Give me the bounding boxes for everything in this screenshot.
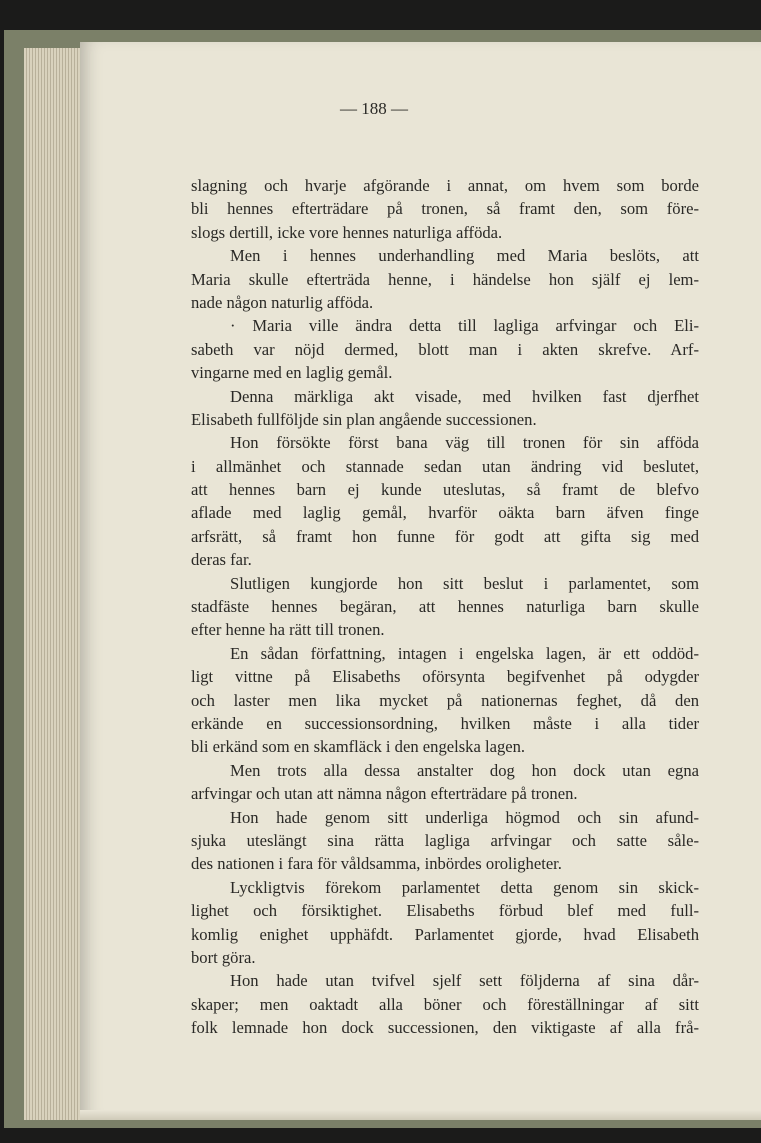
text-line: bort göra. <box>191 947 256 967</box>
body-text <box>191 174 699 1039</box>
text-line: slogs dertill, icke vore hennes naturliga afföda. <box>191 222 503 242</box>
text-line: efter henne ha rätt till tronen. <box>191 620 385 640</box>
text-line: · Maria ville ändra detta till lagliga arfvingar och Eli- <box>230 316 699 336</box>
text-line: Men trots alla dessa anstalter dog hon dock utan egna <box>230 760 699 780</box>
text-line: deras far. <box>191 550 252 570</box>
text-line: och laster men lika mycket på nationernas feghet, då den <box>191 690 699 710</box>
text-line: lighet och försiktighet. Elisabeths förbud blef med full- <box>191 901 699 921</box>
text-line: nade någon naturlig afföda. <box>191 292 374 312</box>
text-line: i allmänhet och stannade sedan utan ändring vid beslutet, <box>191 456 699 476</box>
text-line: aflade med laglig gemål, hvarför oäkta barn äfven finge <box>191 503 699 523</box>
text-line: Hon försökte först bana väg till tronen för sin afföda <box>230 433 699 453</box>
text-line: des nationen i fara för våldsamma, inbördes oroligheter. <box>191 854 562 874</box>
page-edges <box>24 48 84 1120</box>
page-number: — 188 — <box>340 99 408 118</box>
text-line: slagning och hvarje afgörande i annat, om hvem som borde <box>191 176 699 195</box>
text-line: sabeth var nöjd dermed, blott man i akten skrefve. Arf- <box>191 339 699 359</box>
text-line: arfvingar och utan att nämna någon efterträdare på tronen. <box>191 784 578 804</box>
text-line: erkände en successionsordning, hvilken måste i alla tider <box>191 713 699 733</box>
text-line: att hennes barn ej kunde uteslutas, så framt de blefvo <box>191 480 699 500</box>
text-line: bli erkänd som en skamfläck i den engelska lagen. <box>191 737 526 757</box>
text-line: Hon hade utan tvifvel sjelf sett följderna af sina dår- <box>230 971 699 991</box>
text-line: Men i hennes underhandling med Maria beslöts, att <box>230 246 699 266</box>
text-line: bli hennes efterträdare på tronen, så framt den, som före- <box>191 199 699 219</box>
text-line: Slutligen kungjorde hon sitt beslut i parlamentet, som <box>230 573 699 593</box>
text-line: Lyckligtvis förekom parlamentet detta genom sin skick- <box>230 877 699 897</box>
text-line: stadfäste hennes begäran, att hennes naturliga barn skulle <box>191 597 699 617</box>
text-line: En sådan författning, intagen i engelska lagen, är ett oddöd- <box>230 643 699 663</box>
text-line: sjuka uteslängt sina rätta lagliga arfvingar och satte såle- <box>191 830 699 850</box>
text-line: Denna märkliga akt visade, med hvilken fast djerfhet <box>230 386 699 406</box>
text-line: Elisabeth fullföljde sin plan angående successionen. <box>191 409 537 429</box>
text-line: folk lemnade hon dock successionen, den viktigaste af alla frå- <box>191 1018 699 1038</box>
book-page <box>80 42 761 1120</box>
text-line: skaper; men oaktadt alla böner och föreställningar af sitt <box>191 994 699 1014</box>
text-line: Hon hade genom sitt underliga högmod och sin afund- <box>230 807 699 827</box>
page-shade <box>80 1110 761 1120</box>
text-line: arfsrätt, så framt hon funne för godt att gifta sig med <box>191 526 699 546</box>
text-line: ligt vittne på Elisabeths oförsynta begifvenhet på odygder <box>191 667 699 687</box>
text-line: komlig enighet upphäfdt. Parlamentet gjorde, hvad Elisabeth <box>191 924 699 944</box>
text-line: Maria skulle efterträda henne, i händelse hon själf ej lem- <box>191 269 699 289</box>
text-line: vingarne med en laglig gemål. <box>191 363 393 383</box>
